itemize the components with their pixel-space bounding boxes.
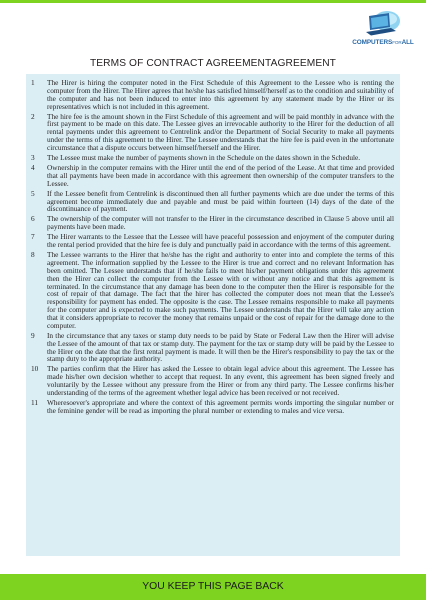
clause-item [26,233,394,249]
clause-number: 6 [31,214,35,224]
brand-name [346,39,420,46]
clause-number: 3 [31,152,35,162]
clause-number: 9 [31,330,35,340]
clause-number: 7 [31,232,35,242]
clause-text: The ownership of the computer will not transfer to the Hirer in the circumstance described in Clause 5 above until all payments have been made. [47,214,394,232]
clause-number: 1 [31,78,35,87]
clause-item [26,154,394,162]
brand-name-sub: FOR [392,40,402,45]
clause-text: In the circumstance that any taxes or stamp duty needs to be paid by State or Federal Law then the Hirer will advise the Lessee of the amount of that tax or stamp duty. The payment for the tax or stamp duty will be paid by the Lessee to the Hirer on the date that the first rental payment is made. It will then be the Hirer's responsibility to pay the tax or the stamp duty to the appropriate authority. [47,330,394,364]
clause-text: The Lessee must make the number of payments shown in the Schedule on the dates shown in the Schedule. [47,152,361,162]
clause-text: The hire fee is the amount shown in the First Schedule of this agreement and will be paid monthly in advance with the first payment to be made on this date. The Lessee gives an irrevocable authority to the Hirer for the deduction of all rental payments under this agreement to Centrelink and/or the Department of Social Security to make all payments under the terms of this agreement to the Hirer. The Lessee understands that the hire fee is paid even in the unfortunate circumstance that a dispute occurs between himself/herself and the Hirer. [47,111,394,152]
clause-text: Ownership in the computer remains with the Hirer until the end of the period of the Lease. At that time and provided that all payments have been made in accordance with this agreement then ownership of the computer transfers to the Lessee. [47,163,394,188]
document-title: TERMS OF CONTRACT AGREEMENTAGREEMENT [89,58,337,69]
clause-text: The Hirer warrants to the Lessee that the Lessee will have peaceful possession and enjoyment of the computer during the rental period provided that the hire fee is duly and punctually paid in accordance with the terms of this agreement. [47,232,394,250]
brand-logo [346,10,420,50]
clause-item [26,399,394,415]
clause-list [26,74,400,415]
clause-number: 4 [31,163,35,172]
terms-panel [26,74,400,556]
laptop-icon [363,10,403,38]
brand-name-main: COMPUTERS [352,39,393,46]
clause-text: The parties confirm that the Hirer has asked the Lessee to obtain legal advice about this agreement. The Lessee has made his/her own decision whether to accept that request. In any event, this agreement has been signed freely and voluntarily by the Lessee without any pressure from the Hirer or from any third party. The Lessee confirms his/her understanding of the terms of the agreement whether legal advice has been received or not received. [47,364,394,397]
top-accent-band [0,0,426,3]
clause-item [26,113,394,152]
clause-number: 2 [31,111,35,121]
clause-item [26,79,394,110]
clause-item [26,365,394,396]
clause-number: 5 [31,188,35,198]
clause-text: The Lessee warrants to the Hirer that he/she has the right and authority to enter into and complete the terms of this agreement. The information supplied by the Lessee to the Hirer is true and correct and no relevant Information has been omitted. The Lessee understands that if he/she fails to meet his/her payment obligations under this agreement then the Hirer can collect the computer from the Lessee with or without any notice and that this agreement is terminated. In the circumstance that any damage has been done to the computer then the Hirer is responsible for the cost of repair of that damage. The fact that the hirer has collected the computer does not mean that the Lessee's responsibility for payment has ended. The opposite is the case. The Lessee remains responsible to make all payments for the computer and is expected to make such payments. The Lessee understands that the Hirer will take any action that it considers appropriate to recover the money that remains unpaid or the cost of repair for the damage done to the computer. [47,250,394,330]
clause-item [26,164,394,188]
clause-item [26,215,394,231]
clause-text: The Hirer is hiring the computer noted in the First Schedule of this Agreement to the Lessee who is renting the computer from the Hirer. The Hirer agrees that he/she has satisfied himself/herself as to the condition and suitability of the computer and has not been induced to enter into this agreement by any statement made by the Hirer or its representatives which is not included in this agreement. [47,78,394,111]
clause-text: If the Lessee benefit from Centrelink is discontinued then all further payments which are due under the terms of this agreement become immediately due and payable and must be paid within fourteen (14) days of the date of the discontinuance of payment. [47,188,394,214]
brand-name-end: ALL [401,39,414,46]
clause-item [26,332,394,363]
clause-number: 11 [31,397,39,407]
clause-number: 10 [31,364,39,374]
clause-item [26,190,394,214]
clause-item [26,251,394,329]
footer-banner: YOU KEEP THIS PAGE BACK [0,574,426,600]
clause-number: 8 [31,250,35,260]
clause-text: Wheresoever's appropriate and where the context of this agreement permits words importing the singular number or the feminine gender will be read as importing the plural number or extending to males and vice versa. [47,397,394,415]
